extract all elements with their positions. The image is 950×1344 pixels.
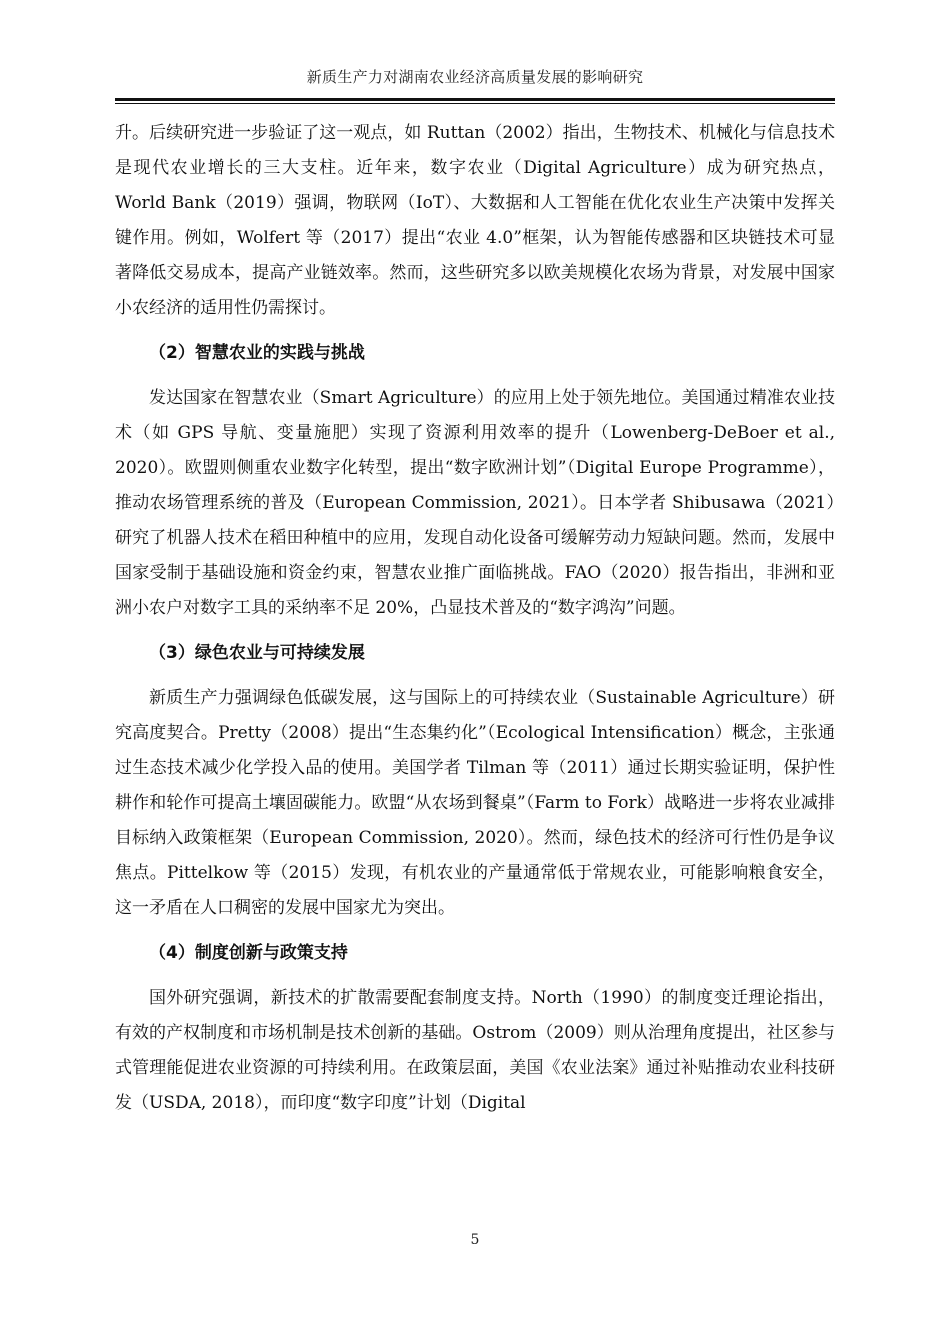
paragraph-institutional-innovation: 国外研究强调，新技术的扩散需要配套制度支持。North（1990）的制度变迁理论指出，有效的产权制度和市场机制是技术创新的基础。Ostrom（2009）则从治理角度提出，社区参与式管理能促进农业资源的可持续利用。在政策层面，美国《农业法案》通过补贴推动农业科技研发（USDA, 2018），而印度“数字印度”计划（Digital <box>115 988 835 1113</box>
header-rule-thick <box>115 98 835 101</box>
paragraph-smart-agriculture: 发达国家在智慧农业（Smart Agriculture）的应用上处于领先地位。美国通过精准农业技术（如 GPS 导航、变量施肥）实现了资源利用效率的提升（Lowenberg-DeBoer et al., 2020）。欧盟则侧重农业数字化转型，提出“数字欧洲计划”（Digital Europe Programme），推动农场管理系统的普及（European Commission, 2021）。日本学者 Shibusawa（2021）研究了机器人技术在稻田种植中的应用，发现自动化设备可缓解劳动力短缺问题。然而，发展中国家受制于基础设施和资金约束，智慧农业推广面临挑战。FAO（2020）报告指出，非洲和亚洲小农户对数字工具的采纳率不足 20%，凸显技术普及的“数字鸿沟”问题。 <box>115 388 835 618</box>
paragraph-continued: 升。后续研究进一步验证了这一观点，如 Ruttan（2002）指出，生物技术、机械化与信息技术是现代农业增长的三大支柱。近年来，数字农业（Digital Agriculture）成为研究热点，World Bank（2019）强调，物联网（IoT）、大数据和人工智能在优化农业生产决策中发挥关键作用。例如，Wolfert 等（2017）提出“农业 4.0”框架，认为智能传感器和区块链技术可显著降低交易成本，提高产业链效率。然而，这些研究多以欧美规模化农场为背景，对发展中国家小农经济的适用性仍需探讨。 <box>115 123 835 318</box>
running-header: 新质生产力对湖南农业经济高质量发展的影响研究 <box>306 68 644 86</box>
paragraph-green-agriculture: 新质生产力强调绿色低碳发展，这与国际上的可持续农业（Sustainable Agriculture）研究高度契合。Pretty（2008）提出“生态集约化”（Ecological Intensification）概念，主张通过生态技术减少化学投入品的使用。美国学者 Tilman 等（2011）通过长期实验证明，保护性耕作和轮作可提高土壤固碳能力。欧盟“从农场到餐桌”（Farm to Fork）战略进一步将农业减排目标纳入政策框架（European Commission, 2020）。然而，绿色技术的经济可行性仍是争议焦点。Pittelkow 等（2015）发现，有机农业的产量通常低于常规农业，可能影响粮食安全，这一矛盾在人口稠密的发展中国家尤为突出。 <box>115 688 835 918</box>
page-body <box>115 116 835 1131</box>
section-heading-smart-agriculture: （2）智慧农业的实践与挑战 <box>149 343 365 363</box>
section-heading-green-agriculture: （3）绿色农业与可持续发展 <box>149 643 365 663</box>
section-heading-institutional-innovation: （4）制度创新与政策支持 <box>149 943 348 963</box>
header-rule-thin <box>115 103 835 104</box>
page-number: 5 <box>470 1232 480 1248</box>
